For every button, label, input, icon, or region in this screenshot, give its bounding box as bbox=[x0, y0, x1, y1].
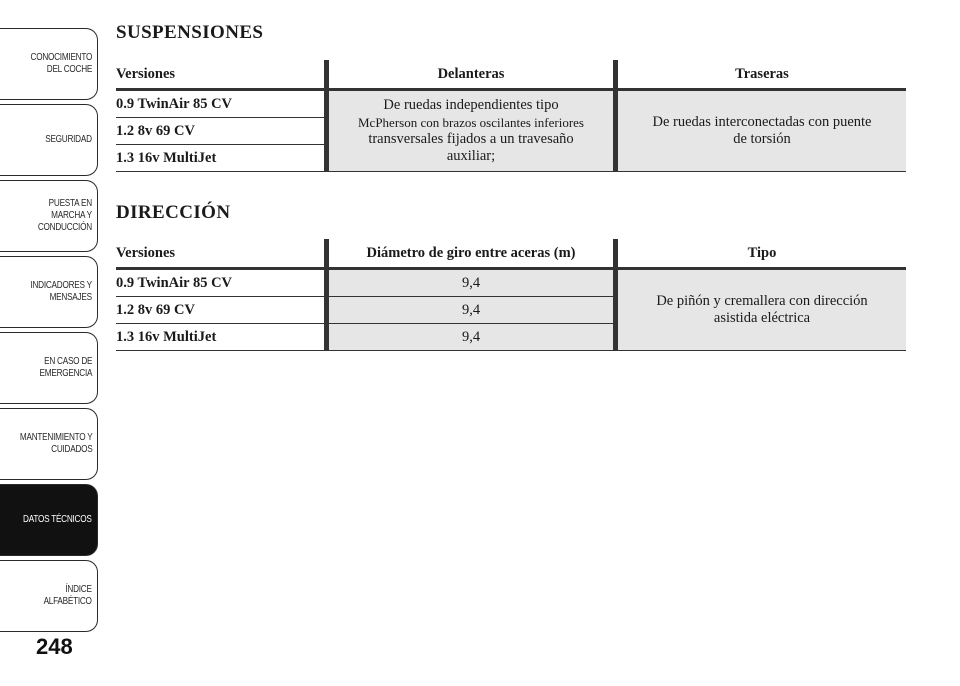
table-header-row bbox=[116, 60, 906, 90]
traseras-text: De ruedas interconectadas con puente bbox=[652, 114, 872, 130]
tab-label: SEGURIDAD bbox=[45, 134, 92, 145]
page-number: 248 bbox=[36, 634, 73, 659]
tab-label: MANTENIMIENTO Y CUIDADOS bbox=[19, 432, 92, 455]
tab-label: PUESTA EN MARCHA Y CONDUCCIÓN bbox=[37, 198, 92, 233]
tab-indice-alfabetico[interactable] bbox=[0, 560, 98, 632]
delanteras-text: De ruedas independientes tipo bbox=[383, 97, 559, 113]
delanteras-cell bbox=[327, 90, 616, 172]
header-versiones: Versiones bbox=[116, 239, 327, 269]
tab-en-caso-de-emergencia[interactable] bbox=[0, 332, 98, 404]
diametro-cell: 9,4 bbox=[327, 269, 616, 297]
tab-puesta-en-marcha[interactable] bbox=[0, 180, 98, 252]
section-title-direccion: DIRECCIÓN bbox=[116, 202, 231, 223]
tab-label: CONOCIMIENTO DEL COCHE bbox=[30, 52, 92, 75]
tab-label: DATOS TÉCNICOS bbox=[23, 514, 92, 525]
diametro-cell: 9,4 bbox=[327, 297, 616, 324]
table-row bbox=[116, 269, 906, 297]
version-cell: 1.2 8v 69 CV bbox=[116, 297, 327, 324]
direccion-table bbox=[116, 239, 906, 351]
traseras-text: de torsión bbox=[733, 131, 791, 147]
tab-datos-tecnicos[interactable] bbox=[0, 484, 98, 556]
traseras-cell bbox=[616, 90, 907, 172]
header-tipo: Tipo bbox=[616, 239, 907, 269]
suspensiones-table bbox=[116, 60, 906, 172]
header-traseras: Traseras bbox=[616, 60, 907, 90]
tab-conocimiento-del-coche[interactable] bbox=[0, 28, 98, 100]
table-row bbox=[116, 90, 906, 118]
tipo-text: De piñón y cremallera con dirección bbox=[656, 293, 868, 309]
version-cell: 0.9 TwinAir 85 CV bbox=[116, 269, 327, 297]
tab-label: ÍNDICE ALFABÉTICO bbox=[43, 584, 92, 607]
tab-seguridad[interactable] bbox=[0, 104, 98, 176]
delanteras-text: transversales fijados a un travesaño bbox=[368, 131, 574, 147]
table-header-row bbox=[116, 239, 906, 269]
section-title-suspensiones: SUSPENSIONES bbox=[116, 22, 264, 43]
header-versiones: Versiones bbox=[116, 60, 327, 90]
version-cell: 1.2 8v 69 CV bbox=[116, 118, 327, 145]
tipo-cell bbox=[616, 269, 907, 351]
tab-label: EN CASO DE EMERGENCIA bbox=[39, 356, 92, 379]
delanteras-text: auxiliar; bbox=[446, 148, 496, 164]
tab-mantenimiento[interactable] bbox=[0, 408, 98, 480]
tipo-text: asistida eléctrica bbox=[713, 310, 811, 326]
version-cell: 1.3 16v MultiJet bbox=[116, 324, 327, 351]
tab-label: INDICADORES Y MENSAJES bbox=[30, 280, 92, 303]
header-delanteras: Delanteras bbox=[327, 60, 616, 90]
delanteras-text: McPherson con brazos oscilantes inferiores bbox=[358, 115, 584, 130]
diametro-cell: 9,4 bbox=[327, 324, 616, 351]
version-cell: 1.3 16v MultiJet bbox=[116, 145, 327, 172]
header-diametro: Diámetro de giro entre aceras (m) bbox=[327, 239, 616, 269]
version-cell: 0.9 TwinAir 85 CV bbox=[116, 90, 327, 118]
tab-indicadores[interactable] bbox=[0, 256, 98, 328]
